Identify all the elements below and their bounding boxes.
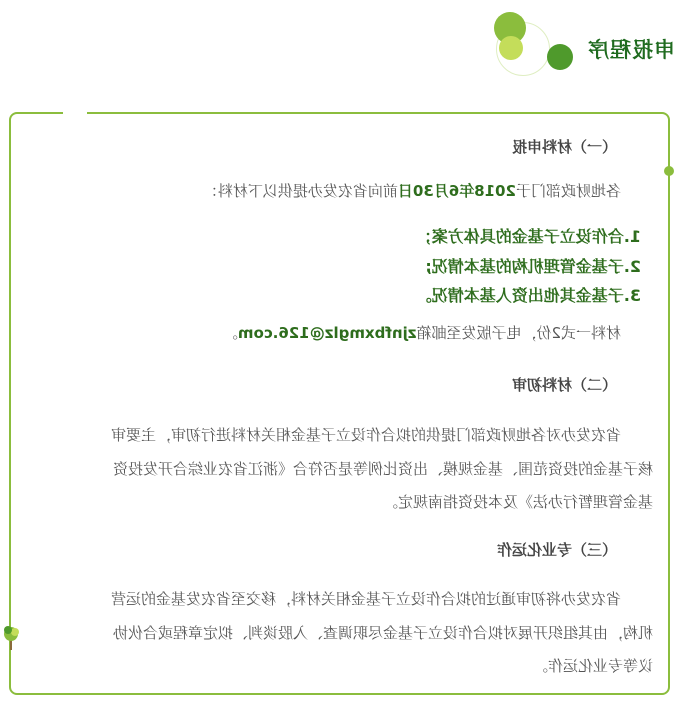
frame-dot [664, 166, 674, 176]
paragraph-line: 省农发办对各地财政部门提供的拟合作设立子基金相关材料进行初审，主要审 [110, 426, 621, 444]
submission-note: 材料一式2份，电子版发至邮箱zjnfbxmglz@126.com。 [222, 324, 621, 342]
paragraph-line: 基金管理暂行办法》及本投资指南规定。 [382, 493, 653, 511]
list-item: 2.子基金管理机构的基本情况; [425, 257, 641, 276]
paragraph-line: 核子基金的投资范围、基金规模、出资比例等是否符合《浙江省农业综合开发投资 [112, 460, 653, 478]
section-1-intro: 各地财政部门于2018年6月30日前向省农发办提供以下材料： [202, 182, 621, 200]
section-heading-2: （二）材料初审 [511, 376, 617, 394]
list-item: 3.子基金其他出资人基本情况。 [415, 286, 641, 305]
paragraph-line: 议等专业化运作。 [532, 657, 653, 675]
section-heading-3: （三）专业化运作 [496, 541, 617, 559]
paragraph-line: 机构，由其组织开展对拟合作设立子基金尽职调查、入股谈判、拟定章程或合伙协 [112, 624, 653, 642]
section-heading-1: （一）材料申报 [511, 138, 617, 156]
page-title: 申报程序 [587, 38, 675, 62]
list-item: 1.合作设立子基金的具体方案； [415, 227, 641, 246]
tree-icon [1, 624, 21, 652]
frame-gap [63, 108, 87, 118]
paragraph-line: 省农发办将初审通过的拟合作设立子基金相关材料，移交至省农发基金的运营 [110, 590, 621, 608]
